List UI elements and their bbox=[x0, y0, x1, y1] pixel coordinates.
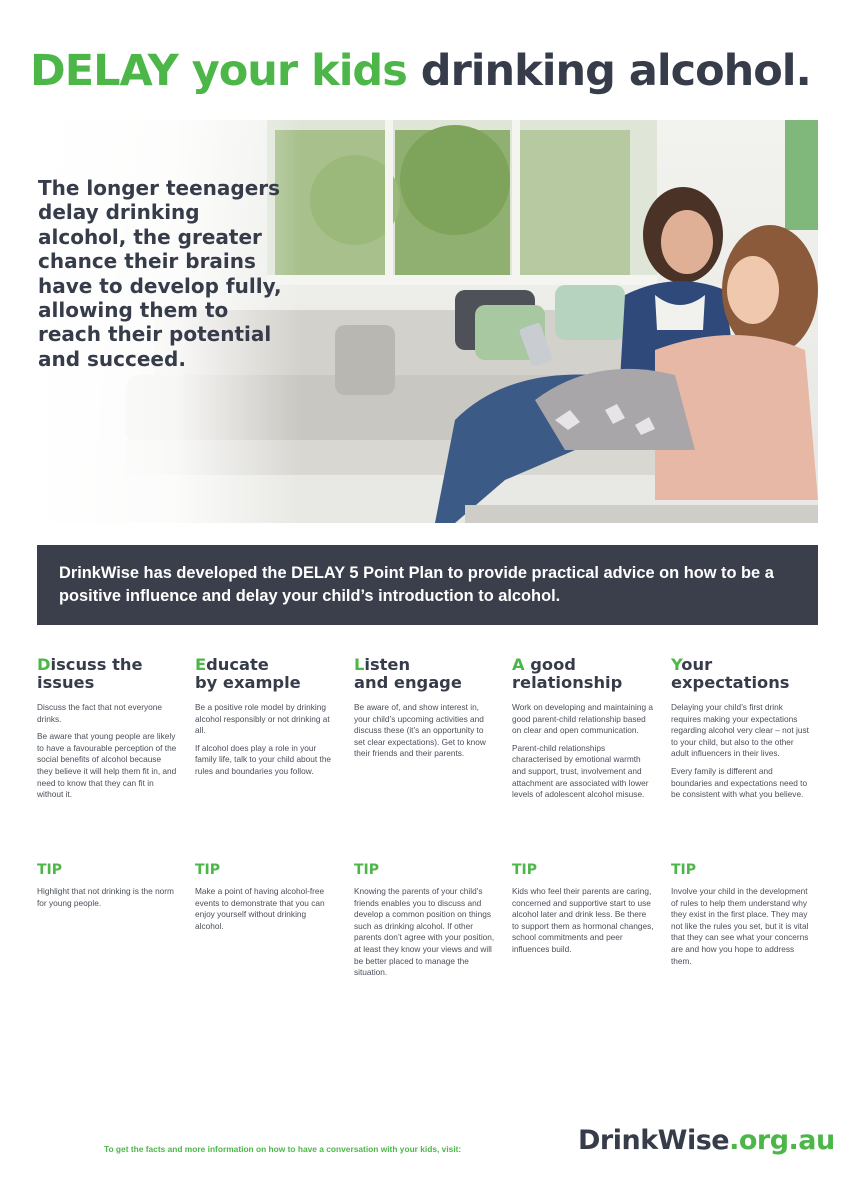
drinkwise-logo-link[interactable] bbox=[578, 1125, 835, 1156]
tip-label: TIP bbox=[37, 862, 63, 878]
tip-discuss bbox=[37, 862, 179, 909]
page-title bbox=[30, 46, 811, 96]
tip-text: Knowing the parents of your child’s friends enables you to discuss and develop a common position on things such as drinking alcohol. If other parents don’t agree with your position, at least they know your views and will be better placed to manage the situation. bbox=[354, 886, 495, 978]
tip-text: Make a point of having alcohol-free events to demonstrate that you can enjoy yourself without drinking alcohol. bbox=[195, 886, 325, 931]
tip-label: TIP bbox=[195, 862, 221, 878]
logo-drinkwise: DrinkWise bbox=[578, 1125, 730, 1156]
tip-label: TIP bbox=[512, 862, 538, 878]
tip-expectations bbox=[671, 862, 813, 967]
point-listen-and-engage bbox=[354, 656, 496, 766]
point-heading: Educate by example bbox=[195, 655, 301, 692]
footer-cta-text: To get the facts and more information on how to have a conversation with your kids, visit: bbox=[104, 1144, 462, 1154]
point-paragraph: Parent-child relationships characterised by emotional warmth and support, trust, involvement and attachment are associated with lower levels of adolescent alcohol misuse. bbox=[512, 742, 649, 800]
tip-text: Kids who feel their parents are caring, concerned and supportive start to use alcohol later and drink less. Be there to support them as hormonal changes, school commitments and peer influences build. bbox=[512, 886, 654, 954]
title-drinking-part: drinking alcohol. bbox=[420, 46, 811, 96]
tip-text: Involve your child in the development of rules to help them understand why they exist in the first place. They may not like the rules you set, but it is vital that they can see what your concerns are and how you hope to address them. bbox=[671, 886, 809, 966]
point-a-good-relationship bbox=[512, 656, 654, 807]
point-heading: A good relationship bbox=[512, 655, 623, 692]
point-paragraph: Be aware that young people are likely to have a favourable perception of the social benefits of alcohol because they believe it will help them fit in, and need to know that they can fit in without it. bbox=[37, 731, 177, 800]
title-delay-part: DELAY your kids bbox=[30, 46, 407, 96]
point-discuss-the-issues bbox=[37, 656, 179, 807]
point-paragraph: Be a positive role model by drinking alcohol responsibly or not drinking at all. bbox=[195, 702, 330, 736]
point-paragraph: Be aware of, and show interest in, your child’s upcoming activities and discuss these (it’s an opportunity to set clear expectations). Get to know their friends and their parents. bbox=[354, 702, 486, 759]
point-paragraph: If alcohol does play a role in your family life, talk to your child about the rules and boundaries you follow. bbox=[195, 742, 332, 776]
tip-listen bbox=[354, 862, 496, 979]
point-heading: Discuss the issues bbox=[37, 655, 143, 692]
point-paragraph: Every family is different and boundaries and expectations need to be consistent with what you believe. bbox=[671, 765, 808, 800]
point-your-expectations bbox=[671, 656, 813, 807]
logo-domain: .org.au bbox=[729, 1125, 835, 1156]
point-heading: Your expectations bbox=[671, 655, 790, 692]
point-paragraph: Discuss the fact that not everyone drinks. bbox=[37, 702, 162, 724]
point-heading: Listen and engage bbox=[354, 655, 462, 692]
hero-statement: The longer teenagers delay drinking alcohol, the greater chance their brains have to develop fully, allowing them to reach their potential and succeed. bbox=[38, 176, 282, 371]
plan-banner: DrinkWise has developed the DELAY 5 Point Plan to provide practical advice on how to be a positive influence and delay your child’s introduction to alcohol. bbox=[37, 545, 818, 625]
point-paragraph: Work on developing and maintaining a good parent-child relationship based on clear and open communication. bbox=[512, 702, 653, 736]
tip-label: TIP bbox=[354, 862, 380, 878]
point-paragraph: Delaying your child’s first drink requires making your expectations regarding alcohol very clear – not just to your child, but also to the other adult influencers in their lives. bbox=[671, 702, 809, 759]
tip-relationship bbox=[512, 862, 654, 956]
point-educate-by-example bbox=[195, 656, 337, 784]
tip-text: Highlight that not drinking is the norm for young people. bbox=[37, 886, 174, 908]
tip-educate bbox=[195, 862, 337, 932]
tip-label: TIP bbox=[671, 862, 697, 878]
